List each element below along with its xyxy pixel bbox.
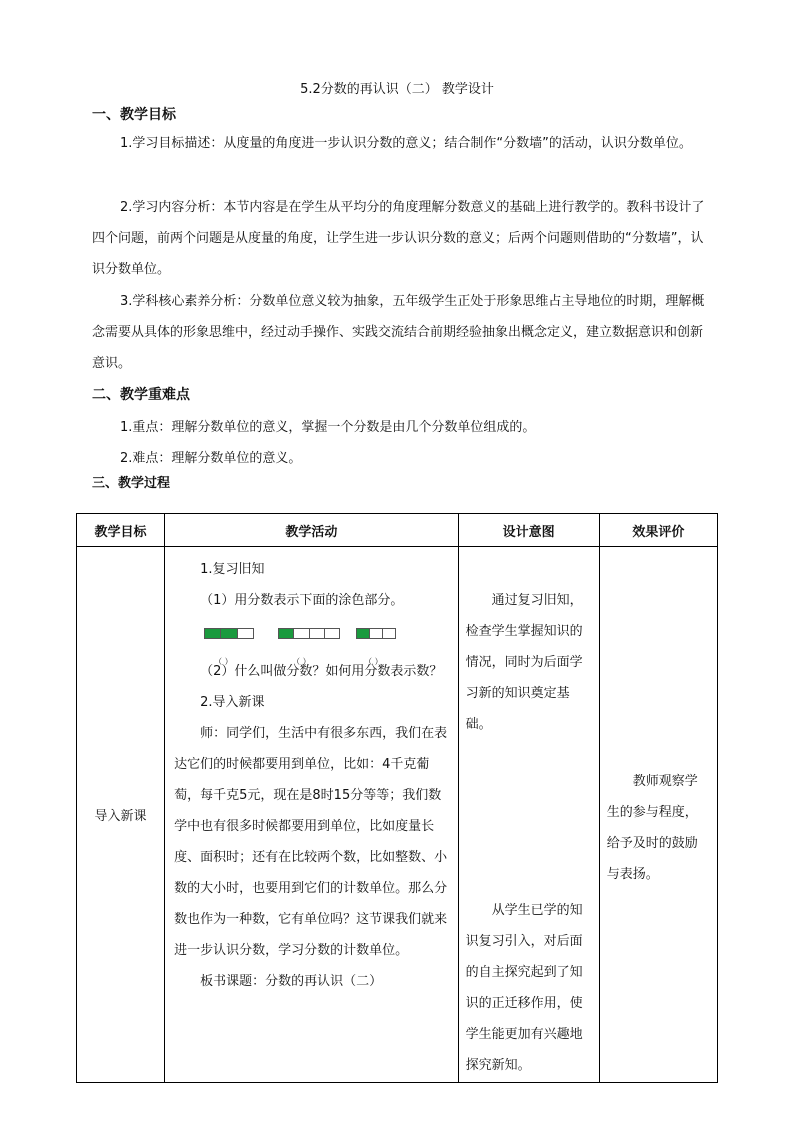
- activity-cell: [165, 547, 458, 1083]
- activity-intro-title: 2.导入新课: [200, 695, 265, 710]
- goals-paragraph-3: 3.学科核心素养分析：分数单位意义较为抽象，五年级学生正处于形象思维占主导地位的时期，理解概念需要从具体的形象思维中，经过动手操作、实践交流结合前期经验抽象出概念定义，建立数据意识和创新意识。: [92, 294, 705, 371]
- activity-review-title: 1.复习旧知: [200, 562, 265, 577]
- fraction-bar-segment: [383, 629, 395, 638]
- header-activity: 教学活动: [165, 514, 458, 547]
- fraction-bar-segment: [294, 629, 309, 638]
- fraction-bar-2: [278, 628, 340, 639]
- answer-blank-2: （ ）: [292, 657, 311, 666]
- answer-blank-3: （ ）: [364, 657, 383, 666]
- section-heading-process: 三、教学过程: [92, 476, 171, 491]
- evaluation-text: 教师观察学生的参与程度，给予及时的鼓励与表扬。: [606, 774, 698, 882]
- intent-text-1: 通过复习旧知，检查学生掌握知识的情况，同时为后面学习新的知识奠定基础。: [465, 593, 583, 732]
- goals-paragraph-1: 1.学习目标描述：从度量的角度进一步认识分数的意义；结合制作“分数墙”的活动，认识分数单位。: [120, 136, 692, 151]
- fraction-bar-1: [204, 628, 254, 639]
- activity-question-2: （2）什么叫做分数？如何用分数表示数？: [200, 664, 443, 679]
- fraction-bar-segment: [221, 629, 237, 638]
- goals-paragraph-2: 2.学习内容分析：本节内容是在学生从平均分的角度理解分数意义的基础上进行教学的。教科书设计了四个问题，前两个问题是从度量的角度，让学生进一步认识分数的意义；后两个问题则借助的“分数墙”，认识分数单位。: [92, 200, 705, 277]
- fraction-bars: [174, 616, 448, 666]
- fraction-bar-segment: [357, 629, 370, 638]
- evaluation-cell: [599, 547, 717, 1083]
- fraction-bar-3: [356, 628, 396, 639]
- answer-blank-1: （ ）: [214, 657, 233, 666]
- fraction-bar-segment: [205, 629, 221, 638]
- section-heading-goals: 一、教学目标: [92, 107, 176, 123]
- header-evaluation: 效果评价: [599, 514, 717, 547]
- teaching-process-table: [76, 513, 718, 1083]
- difficulty-line: 2.难点：理解分数单位的意义。: [120, 451, 302, 466]
- fraction-bar-segment: [310, 629, 325, 638]
- activity-board-title: 板书课题：分数的再认识（二）: [200, 974, 383, 989]
- goal-cell: 导入新课: [77, 547, 165, 1083]
- fraction-bar-segment: [325, 629, 339, 638]
- table-row: [77, 547, 718, 1083]
- header-intent: 设计意图: [458, 514, 599, 547]
- fraction-bar-segment: [238, 629, 253, 638]
- intent-cell: [458, 547, 599, 1083]
- key-point-line: 1.重点：理解分数单位的意义，掌握一个分数是由几个分数单位组成的。: [120, 420, 536, 435]
- fraction-bar-segment: [370, 629, 383, 638]
- intent-text-2: 从学生已学的知识复习引入，对后面的自主探究起到了知识的正迁移作用，使学生能更加有兴趣地探究新知。: [465, 903, 583, 1073]
- activity-question-1: （1）用分数表示下面的涂色部分。: [200, 593, 404, 608]
- header-goal: 教学目标: [77, 514, 165, 547]
- section-heading-key-points: 二、教学重难点: [92, 387, 190, 403]
- activity-teacher-speech: 师：同学们，生活中有很多东西，我们在表达它们的时候都要用到单位，比如：4千克葡萄，每千克5元，现在是8时15分等等；我们数学中也有很多时候都要用到单位，比如度量长度、面积时；还有在比较两个数，比如整数、小数的大小时，也要用到它们的计数单位。那么分数也作为一种数，它有单位吗？这节课我们就来进一步认识分数，学习分数的计数单位。: [174, 726, 448, 958]
- table-header-row: [77, 514, 718, 547]
- page-title: 5.2分数的再认识（二） 教学设计: [300, 82, 494, 97]
- fraction-bar-segment: [279, 629, 294, 638]
